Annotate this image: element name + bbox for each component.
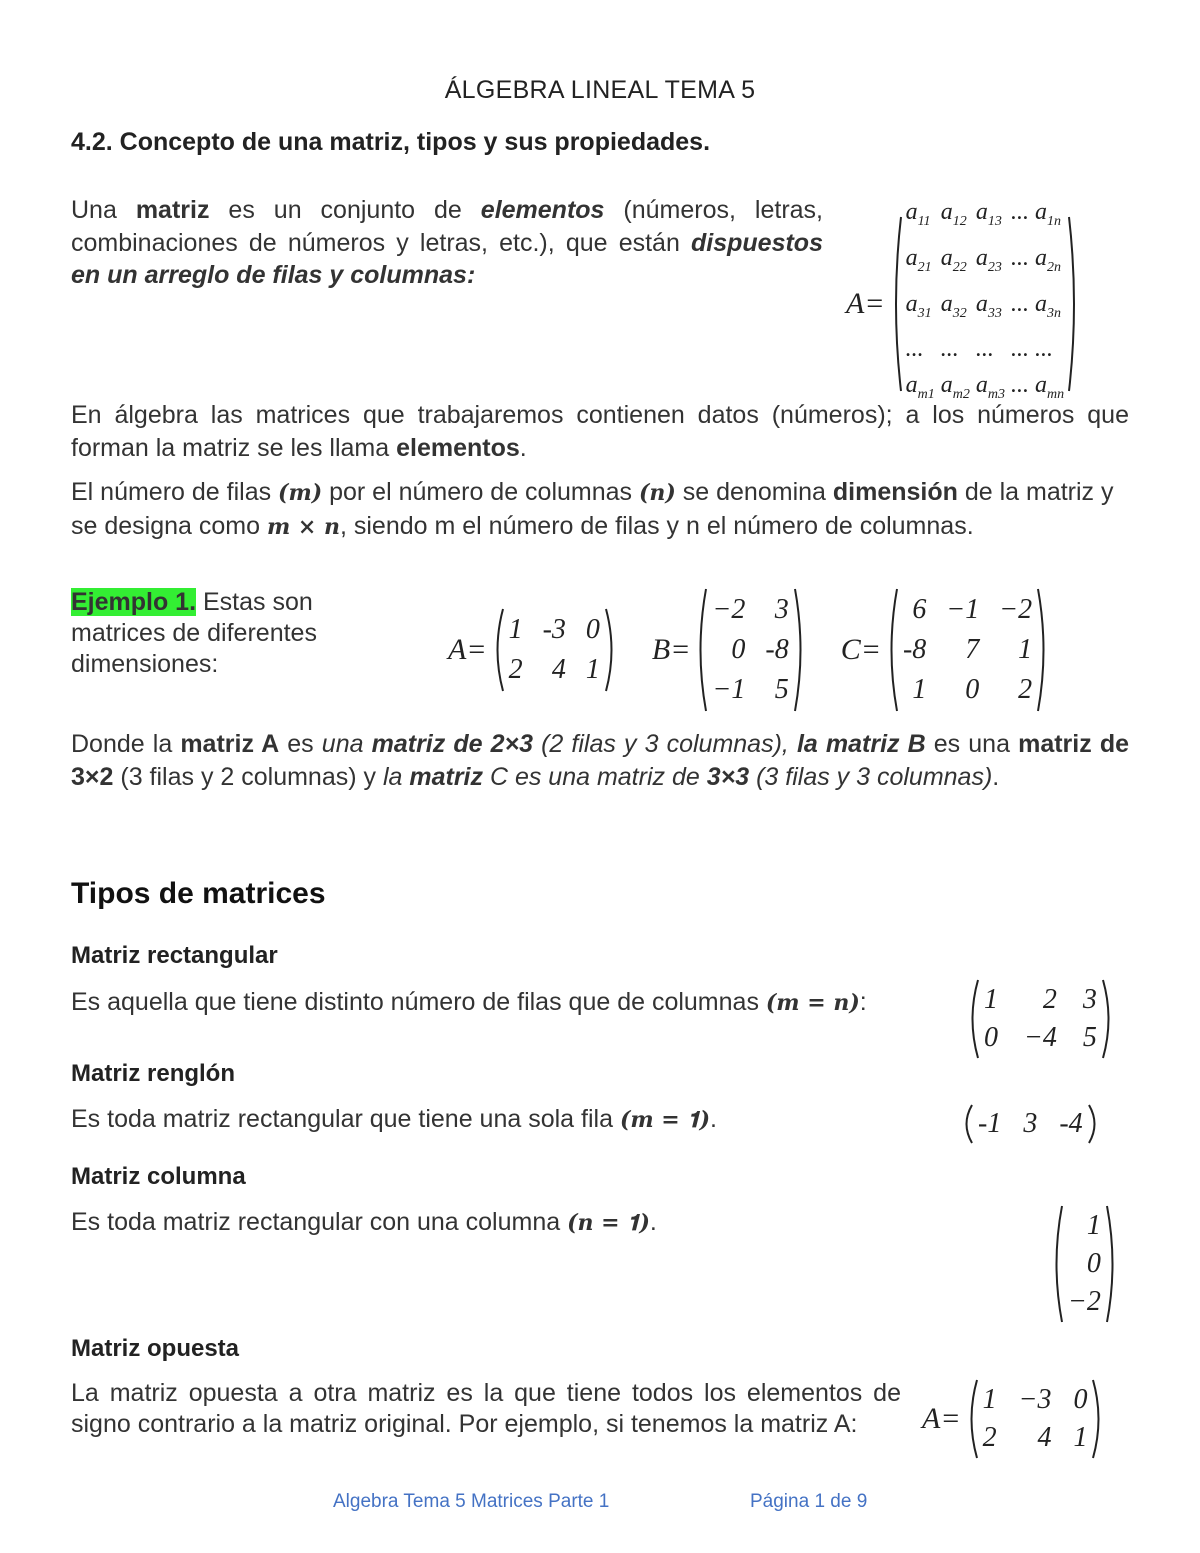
matrix-element: ... [1010,372,1029,399]
para3-n: (𝒏) [639,480,676,506]
matrix-element: -1 [978,1108,1002,1139]
para4-bi1: matriz de 2×3 [371,730,534,758]
intro-paragraph [71,194,823,292]
para4-t4: (3 filas y 2 columnas) y [113,762,383,791]
section-heading: 4.2. Concepto de una matriz, tipos y sus propiedades. [71,128,711,156]
intro-term-arreglo: dispuestos en un arreglo de filas y columnas: [71,228,823,289]
matrix-element: −2 [1068,1286,1101,1317]
matrix-element: −4 [1024,1022,1057,1053]
matrix-element: 3 [1023,1108,1038,1139]
matrix-element: $a_{31}$ [905,290,932,321]
matrix-element: $a_{33}$ [975,290,1002,321]
paragraph-dimensions-explained [71,728,1129,793]
matrix-element: $a_{22}$ [940,244,967,275]
matrix-element: $a_{11}$ [905,199,931,229]
matrix-element: ... [1010,199,1029,225]
matrix-element: 0 [731,634,746,665]
left-parenthesis [694,587,708,713]
column-matrix [1050,1204,1119,1324]
right-parenthesis [1091,1378,1105,1460]
matrix-element: 0 [965,674,980,705]
rectangular-condition: (𝒎 = 𝒏) [765,990,860,1016]
para3-mxn: 𝒎 × 𝒏 [266,513,340,540]
matrix-body [505,610,604,690]
column-condition: (𝒏 = 𝟏) [567,1210,650,1236]
right-parenthesis [793,587,807,713]
matrix [966,978,1115,1060]
rectangular-tail: : [859,988,867,1016]
matrix-element: $a_{mn}$ [1034,372,1065,403]
para4-i1: una [321,730,372,758]
para3-m: (𝒎) [278,480,323,506]
para4-t2: es [279,730,322,758]
para4-bi4: 3×3 [706,762,750,791]
left-parenthesis [889,215,903,393]
para4-t3: es una [925,730,1019,758]
matrix-element: 4 [1037,1422,1052,1453]
matrix-element: ... [905,336,924,363]
matrix-element: $a_{m1}$ [905,372,935,403]
example-1-description: Estas son matrices de diferentes dimensiones: [71,588,317,678]
para2-term: elementos [396,433,520,462]
column-matrix-title: Matriz columna [71,1163,246,1190]
matrix-element: 5 [1082,1022,1097,1053]
matrix-element: $a_{3n}$ [1034,290,1061,321]
left-parenthesis [960,1103,974,1145]
intro-text-3: (números, letras, combinaciones de números y letras, etc.), que están [71,196,823,257]
matrix-element: $a_{m2}$ [940,372,970,403]
matrix-element: 2 [982,1422,997,1453]
paragraph-dimension [71,476,1129,543]
left-parenthesis [885,587,899,713]
rectangular-text [71,986,867,1020]
row-condition: (𝒎 = 𝟏) [619,1107,711,1133]
rectangular-title: Matriz rectangular [71,942,278,969]
matrix-element: 2 [1018,674,1033,705]
general-matrix-label: A= [846,286,885,320]
matrix-element: ... [1010,336,1029,363]
column-matrix-text [71,1206,657,1240]
para2-end: . [519,433,527,462]
para4-i2: (2 filas y 3 columnas), [533,730,797,758]
row-matrix [960,1103,1101,1145]
opposite-matrix-title: Matriz opuesta [71,1335,240,1362]
matrix [841,587,1050,713]
intro-text-2: es un conjunto de [209,196,481,224]
matrix-element: 1 [585,654,600,685]
right-parenthesis [1105,1204,1119,1324]
para3-text-1: El número de filas [71,478,279,506]
column-desc: Es toda matriz rectangular con una columna [71,1208,568,1236]
matrix-element: ... [1034,336,1053,363]
matrix-label: B= [651,633,691,666]
left-parenthesis [966,978,980,1060]
matrix-element: -8 [765,634,789,665]
para4-b1: matriz A [180,730,280,758]
opposite-matrix-text: La matriz opuesta a otra matriz es la que tiene todos los elementos de signo contrario a la matriz original. Por ejemplo, si tenemos la matriz A: [71,1379,901,1438]
matrix-body [980,981,1101,1057]
matrix-element: ... [975,336,994,363]
matrix [448,587,618,713]
intro-term-matriz: matriz [135,196,210,224]
matrix-element: ... [1010,244,1029,271]
general-matrix-body [903,194,1068,413]
left-parenthesis [491,607,505,693]
right-parenthesis [1101,978,1115,1060]
matrix [652,587,807,713]
paragraph-elements [71,399,1129,464]
matrix-element: $a_{23}$ [975,244,1002,275]
row-matrix-title: Matriz renglón [71,1060,236,1087]
matrix-element: −1 [712,674,746,705]
matrix-element: ... [940,336,959,363]
matrix-element: $a_{12}$ [940,199,967,229]
matrix-element: 6 [912,594,927,625]
document-title: ÁLGEBRA LINEAL TEMA 5 [444,76,756,104]
right-parenthesis [1036,587,1050,713]
matrix-element: -8 [902,634,927,665]
para3-term-dimension: dimensión [832,478,958,506]
matrix-element: 0 [585,614,600,645]
matrix-element: 1 [508,614,523,645]
para4-i5: (3 filas y 3 columnas) [749,762,993,791]
right-parenthesis [1067,215,1081,393]
matrix-element: −1 [946,594,980,625]
matrix-body [708,590,792,710]
para4-t5: . [992,762,1000,791]
para3-text-5: , siendo m el número de filas y n el número de columnas. [339,511,974,540]
row-matrix-text [71,1103,717,1137]
matrix-element: ... [1010,290,1029,317]
matrix-element: 1 [984,984,998,1015]
para3-text-2: por el número de columnas [322,478,639,506]
types-heading: Tipos de matrices [71,877,326,910]
matrix-element: 5 [774,674,789,705]
matrix-body [1064,1207,1105,1321]
matrix-element: 1 [912,674,927,705]
matrix-element: −3 [1018,1384,1052,1415]
matrix-element: 0 [1073,1384,1088,1415]
example-1-matrices [448,587,1050,713]
matrix-body [979,1381,1092,1457]
para2-text: En álgebra las matrices que trabajaremos contienen datos (números); a los números que forman la matriz se les llama [71,401,1129,462]
matrix-element: $a_{2n}$ [1034,244,1061,275]
rectangular-matrix [966,978,1115,1060]
matrix-element: $a_{32}$ [940,290,967,321]
left-parenthesis [965,1378,979,1460]
matrix-element: −2 [999,594,1033,625]
matrix-element: 3 [1082,984,1097,1015]
matrix-element: -3 [542,614,566,645]
right-parenthesis [1087,1103,1101,1145]
matrix-element: $a_{1n}$ [1034,199,1061,229]
footer-page-number: Página 1 de 9 [750,1491,868,1512]
matrix-element: 4 [551,654,566,685]
para4-bi2: la matriz B [796,730,926,758]
rectangular-desc: Es aquella que tiene distinto número de filas que de columnas [71,988,766,1016]
matrix [922,1378,1105,1460]
matrix-label: A= [448,633,487,666]
row-desc: Es toda matriz rectangular que tiene una sola fila [71,1105,620,1133]
general-matrix [846,194,1081,413]
matrix-element: 0 [1086,1248,1101,1279]
para4-t1: Donde la [71,730,181,758]
matrix-body [974,1106,1087,1142]
column-tail: . [649,1208,657,1236]
matrix-element: $a_{m3}$ [975,372,1005,403]
example-1-text [71,587,371,680]
matrix-label: C= [840,633,881,666]
matrix-element: $a_{13}$ [975,199,1002,229]
right-parenthesis [604,607,618,693]
matrix-body [899,590,1036,710]
row-tail: . [710,1105,717,1133]
matrix [1050,1204,1119,1324]
matrix-label: A= [922,1402,961,1435]
footer-document-name: Algebra Tema 5 Matrices Parte 1 [333,1491,610,1512]
para4-i3: la [382,762,410,791]
matrix-element: 1 [1086,1210,1101,1241]
para4-bi3: matriz [409,762,483,791]
matrix-element: 3 [774,594,789,625]
para3-text-4: de la matriz y se designa como [71,478,1114,540]
intro-term-elementos: elementos [480,196,605,224]
matrix-element: 0 [984,1022,998,1053]
matrix-element: 2 [508,654,523,685]
matrix-element: $a_{21}$ [905,244,932,275]
intro-text-1: Una [71,196,136,224]
matrix [960,1103,1101,1145]
matrix-element: 1 [982,1384,997,1415]
matrix-element: 2 [1042,984,1057,1015]
para4-i4: C es una matriz de [483,762,707,791]
left-parenthesis [1050,1204,1064,1324]
matrix-element: -4 [1059,1108,1083,1139]
opposite-matrix [922,1378,1105,1460]
matrix-element: 7 [965,634,980,665]
matrix-element: 1 [1073,1422,1088,1453]
matrix-element: −2 [712,594,746,625]
matrix-element: 1 [1018,634,1033,665]
para4-b2: matriz de 3×2 [71,730,1129,791]
example-1-label: Ejemplo 1. [71,588,197,616]
para3-text-3: se denomina [675,478,833,506]
